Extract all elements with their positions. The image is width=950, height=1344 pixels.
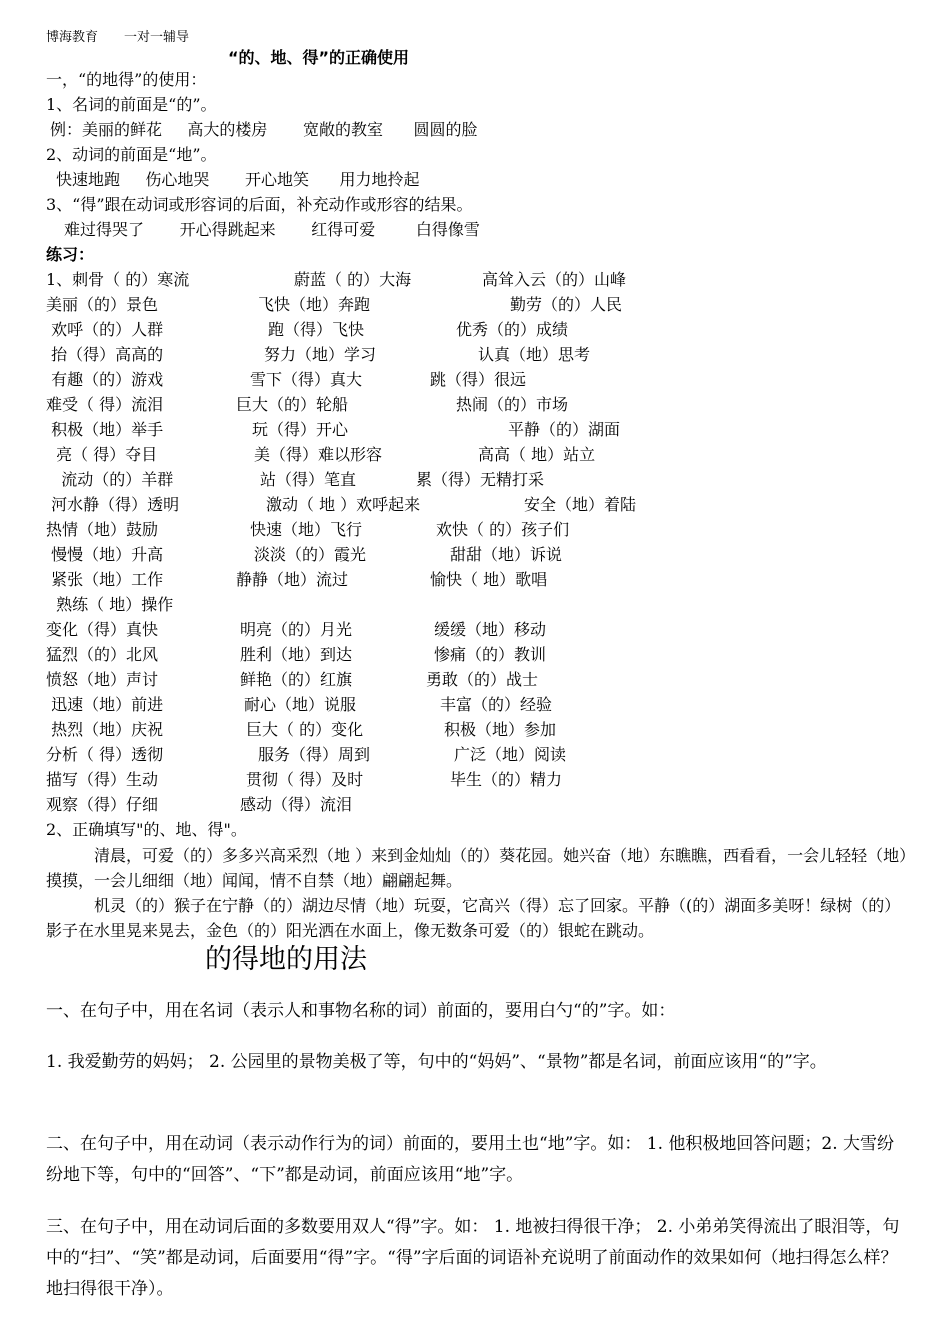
practice-item: 观察（得）仔细 <box>46 795 159 814</box>
practice-item: 安全（地）着陆 <box>524 495 637 514</box>
practice-item: 努力（地）学习 <box>264 345 377 364</box>
practice-item: 贯彻（ 得）及时 <box>246 770 364 789</box>
practice-item: 胜利（地）到达 <box>240 645 353 664</box>
practice-item: 飞快（地）奔跑 <box>258 295 371 314</box>
practice-item: 有趣（的）游戏 <box>46 370 164 389</box>
rule-2: 2、动词的前面是“地”。 <box>46 145 217 164</box>
practice-item: 熟练（ 地）操作 <box>46 595 174 614</box>
practice-item: 热闹（的）市场 <box>456 395 569 414</box>
practice-row <box>46 743 906 767</box>
practice-item: 雪下（得）真大 <box>250 370 363 389</box>
practice-row <box>46 793 906 817</box>
practice-item: 优秀（的）成绩 <box>456 320 569 339</box>
passage-2-text: 机灵（的）猴子在宁静（的）湖边尽情（地）玩耍，它高兴（得）忘了回家。平静（(的）湖面多美呀！绿树（的）影子在水里晃来晃去，金色（的）阳光洒在水面上，像无数条可爱（的）银蛇在跳动。 <box>46 896 901 940</box>
practice-item: 明亮（的）月光 <box>240 620 353 639</box>
question-2: 2、正确填写"的、地、得"。 <box>46 820 247 839</box>
practice-item: 激动（ 地 ）欢呼起来 <box>266 495 421 514</box>
practice-item: 玩（得）开心 <box>252 420 349 439</box>
practice-row <box>46 718 906 742</box>
practice-item: 淡淡（的）霞光 <box>254 545 367 564</box>
practice-item: 累（得）无精打采 <box>416 470 545 489</box>
practice-row <box>46 518 906 542</box>
passage-1-text: 清晨，可爱（的）多多兴高采烈（地 ）来到金灿灿（的）葵花园。她兴奋（地）东瞧瞧，西看看，一会儿轻轻（地）摸摸，一会儿细细（地）闻闻，情不自禁（地）翩翩起舞。 <box>46 846 908 890</box>
practice-row <box>46 693 906 717</box>
practice-item: 惨痛（的）教训 <box>434 645 547 664</box>
practice-item: 平静（的）湖面 <box>508 420 621 439</box>
practice-item: 积极（地）参加 <box>444 720 557 739</box>
passage-1 <box>46 843 910 893</box>
practice-row <box>46 593 906 617</box>
usage-paragraph-4: 三、在句子中，用在动词后面的多数要用双人“得”字。如： 1. 地被扫得很干净； 2. 小弟弟笑得流出了眼泪等，句中的“扫”、“笑”都是动词，后面要用“得”字。“得”字后面的词语补充说明了前面动作的效果如何（地扫得怎么样？地扫得很干净）。 <box>46 1217 900 1299</box>
practice-item: 勤劳（的）人民 <box>510 295 623 314</box>
practice-item: 蔚蓝（ 的）大海 <box>294 270 412 289</box>
practice-row <box>46 368 906 392</box>
practice-item: 站（得）笔直 <box>260 470 357 489</box>
practice-item: 难受（ 得）流泪 <box>46 395 164 414</box>
header-tutor: 一对一辅导 <box>124 30 190 45</box>
example-3: 难过得哭了 开心得跳起来 红得可爱 白得像雪 <box>64 220 480 239</box>
example-1: 例：美丽的鲜花 高大的楼房 宽敞的教室 圆圆的脸 <box>50 120 478 139</box>
usage-paragraph-1: 一、在句子中，用在名词（表示人和事物名称的词）前面的，要用白勺“的”字。如： <box>46 1001 676 1021</box>
practice-item: 描写（得）生动 <box>46 770 159 789</box>
practice-row <box>46 343 906 367</box>
practice-row <box>46 418 906 442</box>
page-title: “的、地、得”的正确使用 <box>228 48 410 67</box>
practice-item: 流动（的）羊群 <box>46 470 174 489</box>
practice-item: 美（得）难以形容 <box>254 445 383 464</box>
practice-item: 广泛（地）阅读 <box>454 745 567 764</box>
rule-1: 1、名词的前面是“的”。 <box>46 95 217 114</box>
practice-item: 认真（地）思考 <box>478 345 591 364</box>
practice-item: 甜甜（地）诉说 <box>450 545 563 564</box>
header-org: 博海教育 <box>46 30 99 45</box>
practice-item: 美丽（的）景色 <box>46 295 159 314</box>
practice-item: 1、刺骨（ 的）寒流 <box>46 270 190 289</box>
practice-row <box>46 543 906 567</box>
practice-row <box>46 443 906 467</box>
practice-item: 欢快（ 的）孩子们 <box>436 520 570 539</box>
practice-item: 变化（得）真快 <box>46 620 159 639</box>
practice-row <box>46 643 906 667</box>
practice-item: 静静（地）流过 <box>236 570 349 589</box>
practice-item: 高耸入云（的）山峰 <box>482 270 627 289</box>
practice-item: 丰富（的）经验 <box>440 695 553 714</box>
practice-item: 欢呼（的）人群 <box>46 320 164 339</box>
practice-item: 亮（ 得）夺目 <box>46 445 158 464</box>
practice-item: 积极（地）举手 <box>46 420 164 439</box>
usage-heading: 一，“的地得”的使用： <box>46 70 207 89</box>
practice-item: 巨大（的）轮船 <box>236 395 349 414</box>
practice-item: 热情（地）鼓励 <box>46 520 159 539</box>
practice-item: 愉快（ 地）歌唱 <box>430 570 548 589</box>
practice-item: 毕生（的）精力 <box>450 770 563 789</box>
practice-row <box>46 293 906 317</box>
practice-item: 跑（得）飞快 <box>268 320 365 339</box>
rule-3: 3、“得”跟在动词或形容词的后面，补充动作或形容的结果。 <box>46 195 473 214</box>
practice-row <box>46 393 906 417</box>
page-header <box>46 26 215 45</box>
practice-heading: 练习： <box>46 245 95 264</box>
practice-row <box>46 318 906 342</box>
practice-row <box>46 768 906 792</box>
practice-item: 猛烈（的）北风 <box>46 645 159 664</box>
practice-item: 感动（得）流泪 <box>240 795 353 814</box>
practice-item: 巨大（ 的）变化 <box>246 720 364 739</box>
practice-item: 服务（得）周到 <box>258 745 371 764</box>
practice-item: 快速（地）飞行 <box>250 520 363 539</box>
practice-item: 河水静（得）透明 <box>46 495 180 514</box>
practice-item: 抬（得）高高的 <box>46 345 164 364</box>
practice-row <box>46 568 906 592</box>
practice-row <box>46 618 906 642</box>
practice-item: 迅速（地）前进 <box>46 695 164 714</box>
practice-item: 慢慢（地）升高 <box>46 545 164 564</box>
usage-paragraph-2: 1. 我爱勤劳的妈妈； 2. 公园里的景物美极了等，句中的“妈妈”、“景物”都是名词，前面应该用“的”字。 <box>46 1052 827 1072</box>
practice-item: 鲜艳（的）红旗 <box>240 670 353 689</box>
practice-item: 跳（得）很远 <box>430 370 527 389</box>
example-2: 快速地跑 伤心地哭 开心地笑 用力地拎起 <box>56 170 420 189</box>
practice-item: 耐心（地）说服 <box>244 695 357 714</box>
usage-paragraph-3: 二、在句子中，用在动词（表示动作行为的词）前面的，要用土也“地”字。如： 1. 他积极地回答问题；2. 大雪纷纷地下等，句中的“回答”、“下”都是动词，前面应该用“地”字。 <box>46 1134 895 1185</box>
practice-item: 热烈（地）庆祝 <box>46 720 164 739</box>
practice-row <box>46 468 906 492</box>
practice-row <box>46 268 906 292</box>
practice-item: 紧张（地）工作 <box>46 570 164 589</box>
practice-row <box>46 668 906 692</box>
practice-item: 分析（ 得）透彻 <box>46 745 164 764</box>
practice-item: 缓缓（地）移动 <box>434 620 547 639</box>
practice-row <box>46 493 906 517</box>
practice-item: 勇敢（的）战士 <box>426 670 539 689</box>
passage-2 <box>46 893 910 943</box>
practice-item: 愤怒（地）声讨 <box>46 670 159 689</box>
practice-item: 高高（ 地）站立 <box>478 445 596 464</box>
section-title: 的得地的用法 <box>205 944 367 975</box>
